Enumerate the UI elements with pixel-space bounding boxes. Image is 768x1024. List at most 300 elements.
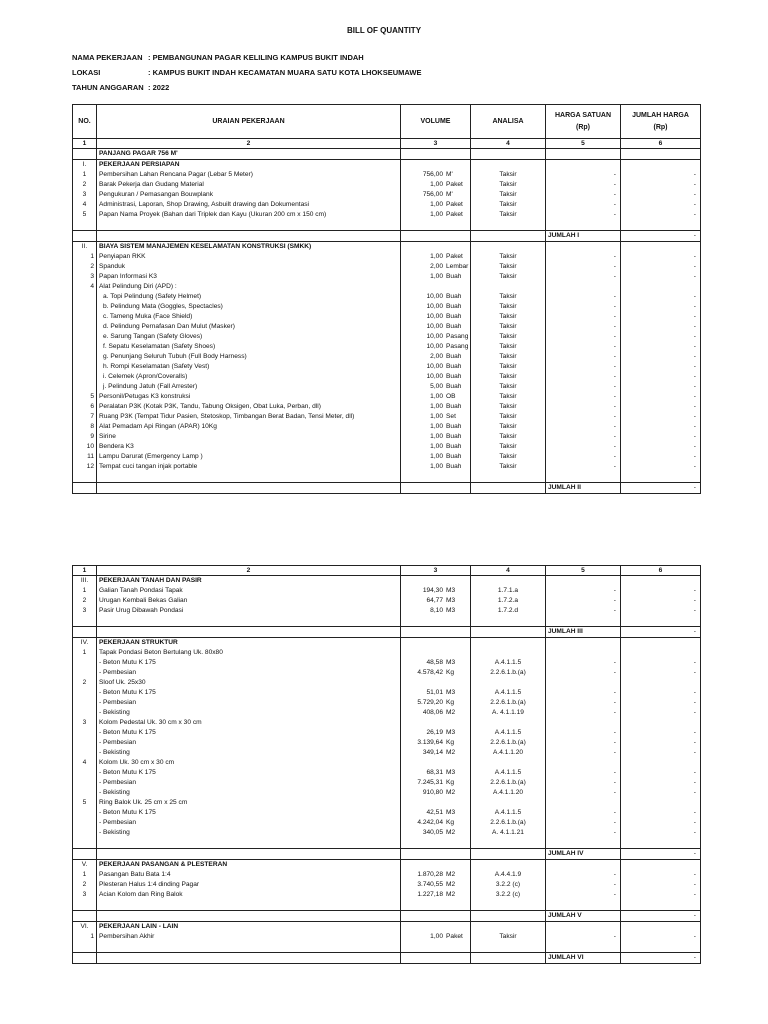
row-analisa: Taksir [471, 382, 546, 392]
row-volume: 1.227,18 [417, 891, 443, 898]
row-number [73, 818, 97, 828]
row-harga-satuan: - [546, 180, 621, 190]
row-jumlah-harga [621, 220, 701, 231]
row-description: d. Pelindung Pernafasan Dan Mulut (Masker) [97, 322, 401, 332]
row-analisa: Taksir [471, 292, 546, 302]
table-row [73, 708, 701, 718]
row-jumlah-harga [621, 942, 701, 953]
row-volume-cell [401, 362, 471, 372]
row-unit: Buah [446, 353, 462, 360]
row-jumlah-harga [621, 638, 701, 649]
row-jumlah-harga: - [621, 180, 701, 190]
col-num: 5 [546, 139, 621, 149]
row-description: i. Celemek (Apron/Coveralls) [97, 372, 401, 382]
row-description [97, 900, 401, 911]
row-description: - Beton Mutu K 175 [97, 688, 401, 698]
row-volume-cell [401, 190, 471, 200]
table-row [73, 242, 701, 253]
row-harga-satuan: - [546, 382, 621, 392]
row-number: 1 [73, 648, 97, 658]
col-num: 6 [621, 566, 701, 576]
row-number: 5 [73, 798, 97, 808]
row-unit: M3 [446, 587, 456, 594]
table-row [73, 648, 701, 658]
row-jumlah-harga [621, 648, 701, 658]
table-row [73, 210, 701, 220]
table-row [73, 798, 701, 808]
row-volume: 349,14 [422, 749, 443, 756]
row-jumlah-harga: - [621, 292, 701, 302]
row-volume-cell [401, 798, 471, 808]
row-number: III. [73, 576, 97, 587]
row-harga-satuan: - [546, 200, 621, 210]
row-unit: M2 [446, 829, 456, 836]
row-volume: 51,01 [426, 689, 443, 696]
table-row [73, 596, 701, 606]
table-row [73, 462, 701, 472]
subtotal-row [73, 483, 701, 494]
table-row [73, 302, 701, 312]
row-volume-cell [401, 627, 471, 638]
col-num: 2 [97, 139, 401, 149]
subtotal-row [73, 627, 701, 638]
row-analisa: A.4.1.1.5 [471, 688, 546, 698]
row-number [73, 332, 97, 342]
row-number: 5 [73, 392, 97, 402]
row-jumlah-harga [621, 798, 701, 808]
table-row [73, 432, 701, 442]
row-volume: 10,00 [426, 293, 443, 300]
table-row [73, 788, 701, 798]
row-number: 1 [73, 932, 97, 942]
row-analisa: 2.2.6.1.b.(a) [471, 738, 546, 748]
row-volume-cell [401, 828, 471, 838]
row-harga-satuan [546, 576, 621, 587]
row-analisa [471, 953, 546, 964]
row-unit: Kg [446, 669, 455, 676]
row-number: 3 [73, 190, 97, 200]
row-volume-cell [401, 900, 471, 911]
row-volume-cell [401, 412, 471, 422]
row-volume: 1,00 [430, 423, 443, 430]
row-harga-satuan: - [546, 442, 621, 452]
subtotal-value: - [621, 953, 701, 964]
row-number: IV. [73, 638, 97, 649]
row-number [73, 738, 97, 748]
row-description: PEKERJAAN STRUKTUR [97, 638, 401, 649]
row-description [97, 953, 401, 964]
row-unit: Kg [446, 699, 455, 706]
row-harga-satuan [546, 160, 621, 171]
row-number [73, 483, 97, 494]
row-harga-satuan [546, 942, 621, 953]
row-volume: 26,19 [426, 729, 443, 736]
row-jumlah-harga: - [621, 312, 701, 322]
table-row [73, 890, 701, 900]
row-description: Barak Pekerja dan Gudang Material [97, 180, 401, 190]
table-row [73, 170, 701, 180]
row-number [73, 668, 97, 678]
row-number [73, 312, 97, 322]
subtotal-row [73, 849, 701, 860]
row-number: 2 [73, 596, 97, 606]
row-analisa: Taksir [471, 170, 546, 180]
row-volume-cell [401, 483, 471, 494]
table-row [73, 922, 701, 933]
row-volume-cell [401, 422, 471, 432]
row-volume-cell [401, 932, 471, 942]
row-description: g. Penunjang Seluruh Tubuh (Full Body Harness) [97, 352, 401, 362]
row-harga-satuan: - [546, 402, 621, 412]
row-unit: Paket [446, 211, 463, 218]
row-volume-cell [401, 768, 471, 778]
row-number [73, 828, 97, 838]
row-jumlah-harga: - [621, 190, 701, 200]
row-volume: 194,30 [422, 587, 443, 594]
table-row [73, 880, 701, 890]
row-number [73, 382, 97, 392]
row-analisa: A.4.1.1.20 [471, 788, 546, 798]
row-harga-satuan [546, 798, 621, 808]
row-volume-cell [401, 180, 471, 190]
row-analisa: 2.2.6.1.b.(a) [471, 668, 546, 678]
row-unit: Buah [446, 453, 462, 460]
table-row [73, 190, 701, 200]
row-analisa [471, 758, 546, 768]
row-harga-satuan: - [546, 372, 621, 382]
row-harga-satuan: - [546, 392, 621, 402]
row-volume: 910,80 [422, 789, 443, 796]
row-description: Bendera K3 [97, 442, 401, 452]
row-description [97, 483, 401, 494]
row-volume-cell [401, 648, 471, 658]
row-analisa: Taksir [471, 452, 546, 462]
row-volume: 1,00 [430, 201, 443, 208]
row-harga-satuan: - [546, 688, 621, 698]
row-volume-cell [401, 808, 471, 818]
row-volume: 10,00 [426, 303, 443, 310]
row-volume-cell [401, 953, 471, 964]
row-harga-satuan: - [546, 322, 621, 332]
row-jumlah-harga [621, 922, 701, 933]
row-jumlah-harga: - [621, 828, 701, 838]
table-row [73, 638, 701, 649]
row-number [73, 728, 97, 738]
row-description: Acian Kolom dan Ring Balok [97, 890, 401, 900]
row-jumlah-harga [621, 149, 701, 160]
row-number: 4 [73, 282, 97, 292]
row-jumlah-harga [621, 758, 701, 768]
row-jumlah-harga: - [621, 442, 701, 452]
row-volume-cell [401, 606, 471, 616]
row-harga-satuan: - [546, 342, 621, 352]
row-analisa: Taksir [471, 190, 546, 200]
row-unit: M3 [446, 809, 456, 816]
row-volume-cell [401, 402, 471, 412]
row-jumlah-harga: - [621, 668, 701, 678]
row-analisa [471, 838, 546, 849]
row-number [73, 372, 97, 382]
row-description: a. Topi Pelindung (Safety Helmet) [97, 292, 401, 302]
row-volume-cell [401, 322, 471, 332]
row-jumlah-harga: - [621, 372, 701, 382]
table-row [73, 606, 701, 616]
row-unit: M3 [446, 659, 456, 666]
table-row [73, 818, 701, 828]
row-jumlah-harga: - [621, 422, 701, 432]
row-unit: Pasang [446, 343, 469, 350]
row-volume-cell [401, 462, 471, 472]
row-volume-cell [401, 432, 471, 442]
row-harga-satuan: - [546, 870, 621, 880]
table-row [73, 768, 701, 778]
table-row [73, 678, 701, 688]
row-jumlah-harga: - [621, 392, 701, 402]
table-row [73, 292, 701, 302]
subtotal-label: JUMLAH II [546, 483, 621, 494]
row-analisa [471, 220, 546, 231]
table-row [73, 808, 701, 818]
row-analisa: A.4.4.1.9 [471, 870, 546, 880]
row-jumlah-harga: - [621, 170, 701, 180]
table-row [73, 738, 701, 748]
row-description: - Beton Mutu K 175 [97, 768, 401, 778]
table-row [73, 382, 701, 392]
row-number: II. [73, 242, 97, 253]
table-row [73, 838, 701, 849]
row-description: Tempat cuci tangan injak portable [97, 462, 401, 472]
row-analisa [471, 860, 546, 871]
harga-satuan-label: HARGA SATUAN [555, 111, 611, 119]
row-unit: Buah [446, 273, 462, 280]
boq-table-part-1 [72, 104, 701, 494]
row-analisa: A.4.1.1.5 [471, 768, 546, 778]
row-description [97, 616, 401, 627]
row-description: - Beton Mutu K 175 [97, 658, 401, 668]
row-harga-satuan: - [546, 332, 621, 342]
meta-key: LOKASI [72, 68, 101, 77]
row-analisa: Taksir [471, 200, 546, 210]
row-unit: Buah [446, 433, 462, 440]
table-row [73, 718, 701, 728]
row-analisa [471, 282, 546, 292]
table-row [73, 668, 701, 678]
row-unit: M2 [446, 709, 456, 716]
row-analisa: 1.7.2.d [471, 606, 546, 616]
row-volume-cell [401, 860, 471, 871]
row-harga-satuan: - [546, 708, 621, 718]
table-row [73, 392, 701, 402]
row-volume-cell [401, 718, 471, 728]
row-volume-cell [401, 576, 471, 587]
row-harga-satuan [546, 718, 621, 728]
row-number: 7 [73, 412, 97, 422]
row-volume-cell [401, 849, 471, 860]
table-body [73, 149, 701, 494]
row-unit: M2 [446, 891, 456, 898]
row-description: - Bekisting [97, 708, 401, 718]
row-analisa: A.4.1.1.5 [471, 658, 546, 668]
row-description: Galian Tanah Pondasi Tapak [97, 586, 401, 596]
row-volume: 1,00 [430, 211, 443, 218]
meta-lokasi [72, 68, 421, 77]
row-volume-cell [401, 880, 471, 890]
row-description [97, 627, 401, 638]
row-description: Peralatan P3K (Kotak P3K, Tandu, Tabung Oksigen, Obat Luka, Perban, dll) [97, 402, 401, 412]
row-number [73, 472, 97, 483]
row-jumlah-harga: - [621, 342, 701, 352]
row-volume-cell [401, 911, 471, 922]
row-number: 10 [73, 442, 97, 452]
row-volume: 1,00 [430, 453, 443, 460]
row-jumlah-harga: - [621, 382, 701, 392]
row-volume: 5,00 [430, 383, 443, 390]
row-volume-cell [401, 818, 471, 828]
row-volume-cell [401, 262, 471, 272]
row-analisa [471, 616, 546, 627]
row-volume: 1,00 [430, 933, 443, 940]
row-harga-satuan: - [546, 788, 621, 798]
row-harga-satuan: - [546, 880, 621, 890]
row-number: 9 [73, 432, 97, 442]
row-analisa: Taksir [471, 332, 546, 342]
row-number [73, 748, 97, 758]
subtotal-label: JUMLAH III [546, 627, 621, 638]
row-volume: 68,31 [426, 769, 443, 776]
row-volume-cell [401, 678, 471, 688]
row-volume-cell [401, 372, 471, 382]
row-jumlah-harga: - [621, 768, 701, 778]
row-number [73, 768, 97, 778]
row-harga-satuan: - [546, 828, 621, 838]
row-harga-satuan: - [546, 262, 621, 272]
row-description: Kolom Pedestal Uk. 30 cm x 30 cm [97, 718, 401, 728]
row-description: Administrasi, Laporan, Shop Drawing, Asbuilt drawing dan Dokumentasi [97, 200, 401, 210]
row-analisa: Taksir [471, 432, 546, 442]
table-row [73, 220, 701, 231]
row-analisa [471, 911, 546, 922]
row-unit: Paket [446, 933, 463, 940]
row-jumlah-harga: - [621, 708, 701, 718]
row-analisa [471, 627, 546, 638]
row-volume: 64,77 [426, 597, 443, 604]
table-header-row [73, 105, 701, 139]
row-jumlah-harga: - [621, 778, 701, 788]
row-jumlah-harga: - [621, 890, 701, 900]
col-num: 3 [401, 139, 471, 149]
row-number: 3 [73, 272, 97, 282]
row-unit: Buah [446, 313, 462, 320]
table-row [73, 728, 701, 738]
row-number [73, 688, 97, 698]
row-harga-satuan [546, 678, 621, 688]
row-jumlah-harga [621, 900, 701, 911]
row-volume: 10,00 [426, 313, 443, 320]
row-description: PEKERJAAN PASANGAN & PLESTERAN [97, 860, 401, 871]
row-volume: 756,00 [422, 191, 443, 198]
row-description: Spanduk [97, 262, 401, 272]
row-volume-cell [401, 748, 471, 758]
row-volume: 2,00 [430, 263, 443, 270]
row-number [73, 302, 97, 312]
row-number [73, 352, 97, 362]
row-volume-cell [401, 332, 471, 342]
row-number: VI. [73, 922, 97, 933]
row-jumlah-harga [621, 616, 701, 627]
row-description: - Pembesian [97, 698, 401, 708]
row-harga-satuan: - [546, 606, 621, 616]
row-number [73, 149, 97, 160]
row-number [73, 616, 97, 627]
row-jumlah-harga: - [621, 452, 701, 462]
row-unit: M2 [446, 789, 456, 796]
row-number [73, 778, 97, 788]
row-harga-satuan: - [546, 432, 621, 442]
table-row [73, 372, 701, 382]
row-description: c. Tameng Muka (Face Shield) [97, 312, 401, 322]
row-jumlah-harga: - [621, 932, 701, 942]
row-volume-cell [401, 688, 471, 698]
row-description: Pembersihan Lahan Rencana Pagar (Lebar 5 Meter) [97, 170, 401, 180]
row-volume-cell [401, 149, 471, 160]
row-analisa [471, 231, 546, 242]
row-volume: 42,51 [426, 809, 443, 816]
row-harga-satuan: - [546, 190, 621, 200]
row-description: Pembersihan Akhir [97, 932, 401, 942]
row-analisa [471, 160, 546, 171]
row-jumlah-harga: - [621, 412, 701, 422]
row-analisa: Taksir [471, 342, 546, 352]
row-volume-cell [401, 942, 471, 953]
row-volume: 10,00 [426, 333, 443, 340]
row-jumlah-harga: - [621, 200, 701, 210]
row-analisa: Taksir [471, 402, 546, 412]
table-row [73, 312, 701, 322]
table-row [73, 932, 701, 942]
row-volume: 1,00 [430, 393, 443, 400]
row-description: - Pembesian [97, 668, 401, 678]
subtotal-row [73, 953, 701, 964]
table-row [73, 778, 701, 788]
subtotal-value: - [621, 231, 701, 242]
row-analisa: A. 4.1.1.21 [471, 828, 546, 838]
meta-key: NAMA PEKERJAAN [72, 53, 143, 62]
row-unit: M3 [446, 689, 456, 696]
row-number [73, 658, 97, 668]
row-volume-cell [401, 220, 471, 231]
table-row [73, 442, 701, 452]
row-volume-cell [401, 890, 471, 900]
row-volume: 1,00 [430, 273, 443, 280]
row-description: - Beton Mutu K 175 [97, 808, 401, 818]
row-harga-satuan: - [546, 596, 621, 606]
row-unit: Paket [446, 181, 463, 188]
row-volume-cell [401, 758, 471, 768]
table-row [73, 252, 701, 262]
table-row [73, 149, 701, 160]
meta-value: : PEMBANGUNAN PAGAR KELILING KAMPUS BUKIT INDAH [148, 53, 364, 62]
row-analisa: Taksir [471, 252, 546, 262]
row-harga-satuan: - [546, 808, 621, 818]
row-number [73, 322, 97, 332]
row-jumlah-harga [621, 160, 701, 171]
row-jumlah-harga: - [621, 738, 701, 748]
row-jumlah-harga: - [621, 728, 701, 738]
row-analisa: Taksir [471, 210, 546, 220]
row-volume-cell [401, 170, 471, 180]
row-volume-cell [401, 210, 471, 220]
row-jumlah-harga: - [621, 272, 701, 282]
